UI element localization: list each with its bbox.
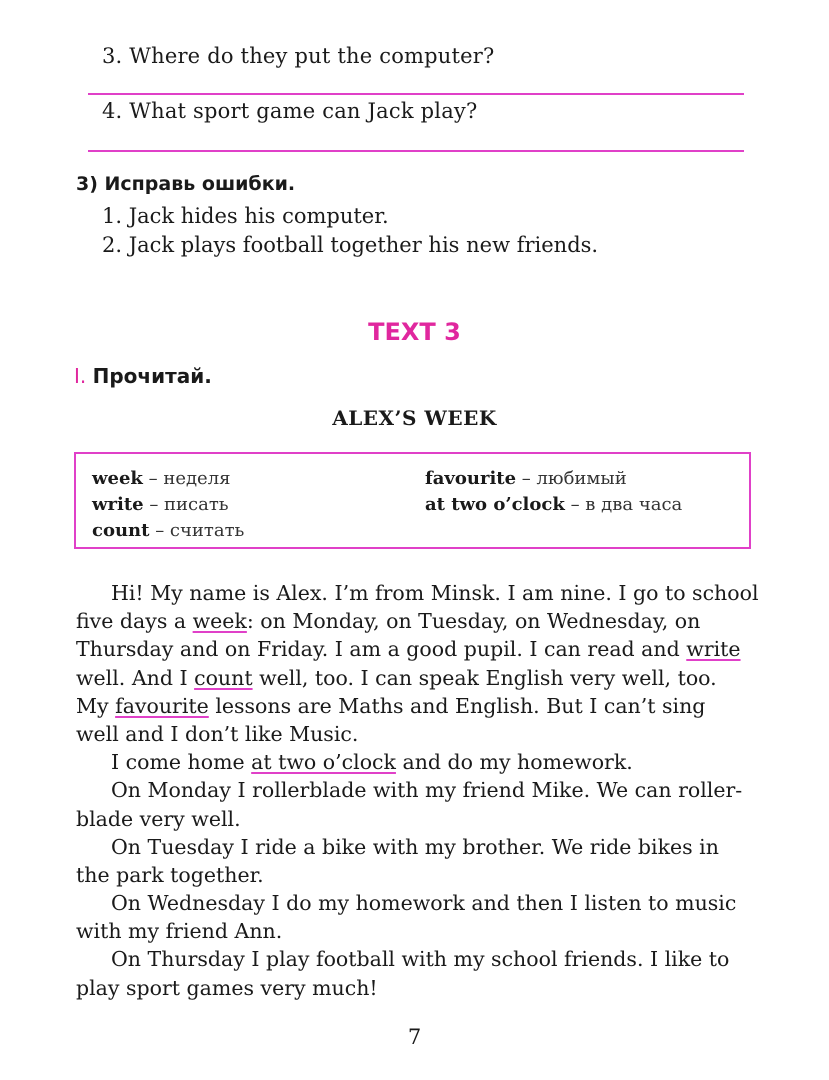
page-number: 7 [407, 1025, 422, 1049]
vocab-item [425, 494, 682, 515]
story-text-run: and do my homework. [402, 750, 633, 775]
task-label: Прочитай. [92, 364, 212, 388]
story-text-run: well. And I [76, 665, 188, 690]
story-line [76, 974, 753, 1002]
story-line [76, 861, 753, 889]
story-text-run: On Tuesday I ride a bike with my brother. We ride bikes in [111, 834, 719, 859]
story-text-run: five days a [76, 609, 187, 634]
vocab-translation: – неделя [142, 468, 231, 489]
vocab-item [425, 468, 627, 489]
story-line [76, 579, 759, 607]
story-text [76, 579, 759, 1002]
story-line [76, 664, 753, 692]
vocab-item [92, 520, 244, 541]
story-line [76, 945, 753, 973]
story-line [76, 917, 753, 945]
text-title: TEXT 3 [368, 318, 461, 346]
question-3: 3. Where do they put the computer? [102, 44, 495, 68]
task-number: I. [74, 364, 87, 388]
vocab-word: week [92, 468, 143, 489]
vocab-word: count [92, 520, 150, 541]
question-4: 4. What sport game can Jack play? [102, 99, 478, 123]
vocab-highlight-week: week [192, 609, 247, 634]
vocab-highlight-count: count [194, 665, 253, 690]
story-text-run: lessons are Maths and English. But I can’t sing [215, 693, 706, 718]
vocab-translation: – писать [143, 494, 229, 515]
story-text-run: : on Monday, on Tuesday, on Wednesday, on [246, 609, 701, 634]
vocab-word: at two o’clock [425, 494, 565, 515]
vocab-translation: – в два часа [564, 494, 683, 515]
story-text-run: blade very well. [76, 806, 241, 831]
story-line [76, 692, 753, 720]
story-text-run: with my friend Ann. [76, 919, 283, 944]
vocab-highlight-write: write [686, 637, 741, 662]
story-text-run: On Monday I rollerblade with my friend Mike. We can roller- [111, 778, 743, 803]
vocab-item [92, 468, 231, 489]
vocab-highlight-favourite: favourite [115, 693, 209, 718]
story-line [76, 720, 753, 748]
answer-line-4[interactable] [88, 150, 744, 152]
story-line [76, 805, 753, 833]
story-text-run: On Thursday I play football with my school friends. I like to [111, 947, 730, 972]
vocab-word: favourite [425, 468, 517, 489]
story-line [76, 889, 753, 917]
story-text-run: Thursday and on Friday. I am a good pupil. I can read and [76, 637, 680, 662]
vocabulary-box [74, 452, 751, 549]
story-text-run: the park together. [76, 862, 264, 887]
story-text-run: well, too. I can speak English very well, too. [259, 665, 717, 690]
story-line [76, 635, 753, 663]
story-line [76, 748, 753, 776]
answer-line-3[interactable] [88, 93, 744, 95]
story-line [76, 776, 753, 804]
story-title: ALEX’S WEEK [332, 406, 497, 430]
story-text-run: On Wednesday I do my homework and then I listen to music [111, 891, 737, 916]
vocab-translation: – любимый [516, 468, 627, 489]
vocab-highlight-at-two-oclock: at two o’clock [251, 750, 396, 775]
error-item-2: 2. Jack plays football together his new friends. [102, 233, 599, 257]
error-item-1: 1. Jack hides his computer. [102, 204, 389, 228]
vocab-word: write [92, 494, 144, 515]
task-1-heading [74, 364, 212, 388]
vocab-translation: – считать [149, 520, 245, 541]
story-text-run: play sport games very much! [76, 975, 378, 1000]
story-text-run: My [76, 693, 109, 718]
story-text-run: well and I don’t like Music. [76, 721, 359, 746]
story-text-run: Hi! My name is Alex. I’m from Minsk. I am nine. I go to school [111, 581, 759, 605]
task-3-heading: 3) Исправь ошибки. [76, 173, 296, 195]
story-text-run: I come home [111, 750, 245, 775]
story-line [76, 833, 753, 861]
story-line [76, 607, 753, 635]
vocab-item [92, 494, 229, 515]
